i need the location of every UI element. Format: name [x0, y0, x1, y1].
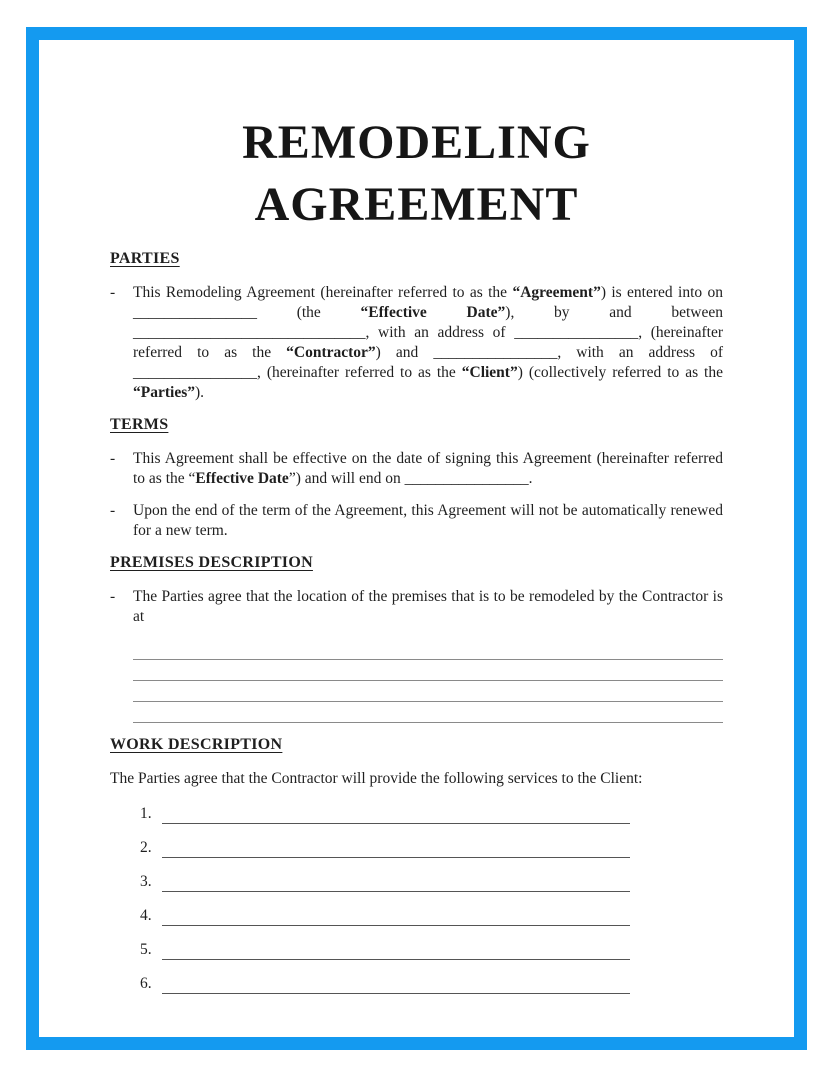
blank-write-line	[133, 702, 723, 723]
parties-clause	[110, 283, 723, 403]
blank-write-line	[133, 639, 723, 660]
document-page	[110, 40, 723, 1037]
parties-clause-text: This Remodeling Agreement (hereinafter referred to as the “Agreement”) is entered into on ________________ (the “Effective Date”), by and between ______________________________, with an address of ________________, (hereinafter referred to as the “Contractor”) and ________________, with an address of ________________, (hereinafter referred to as the “Client”) (collectively referred to as the “Parties”).	[133, 284, 723, 401]
blank-write-line	[162, 871, 630, 892]
terms-clause-renewal-text: Upon the end of the term of the Agreement, this Agreement will not be automatically renewed for a new term.	[133, 502, 723, 539]
bullet-dash: -	[110, 450, 116, 467]
blank-write-line	[162, 973, 630, 994]
work-service-item	[110, 939, 723, 960]
document-title-line-1: REMODELING	[242, 116, 591, 169]
blank-write-line	[162, 905, 630, 926]
work-service-item	[110, 871, 723, 892]
premises-address-blank-lines	[133, 639, 723, 723]
document-title	[110, 112, 723, 236]
bullet-dash: -	[110, 502, 116, 519]
list-number: 6.	[140, 975, 152, 992]
list-number: 1.	[140, 805, 152, 822]
section-heading-premises: PREMISES DESCRIPTION	[110, 554, 313, 571]
work-service-item	[110, 837, 723, 858]
list-number: 3.	[140, 873, 152, 890]
work-service-item	[110, 803, 723, 824]
blank-write-line	[162, 803, 630, 824]
list-number: 4.	[140, 907, 152, 924]
work-service-item	[110, 905, 723, 926]
terms-clause-effective-text: This Agreement shall be effective on the date of signing this Agreement (hereinafter referred to as the “Effective Date”) and will end on ________________.	[133, 450, 723, 487]
work-intro-text: The Parties agree that the Contractor will provide the following services to the Client:	[110, 770, 643, 787]
blank-write-line	[133, 681, 723, 702]
section-heading-terms: TERMS	[110, 416, 169, 433]
blank-write-line	[162, 837, 630, 858]
section-heading-work: WORK DESCRIPTION	[110, 736, 283, 753]
list-number: 2.	[140, 839, 152, 856]
bullet-dash: -	[110, 588, 116, 605]
page-border	[26, 27, 807, 1050]
section-heading-parties: PARTIES	[110, 250, 180, 267]
bullet-dash: -	[110, 284, 116, 301]
terms-clause-effective	[110, 449, 723, 489]
blank-write-line	[133, 660, 723, 681]
terms-clause-renewal	[110, 501, 723, 541]
premises-clause	[110, 587, 723, 627]
premises-clause-text: The Parties agree that the location of the premises that is to be remodeled by the Contractor is at	[133, 588, 723, 625]
blank-write-line	[162, 939, 630, 960]
document-title-line-2: AGREEMENT	[254, 178, 579, 231]
work-service-item	[110, 973, 723, 994]
work-services-list	[110, 803, 723, 994]
list-number: 5.	[140, 941, 152, 958]
